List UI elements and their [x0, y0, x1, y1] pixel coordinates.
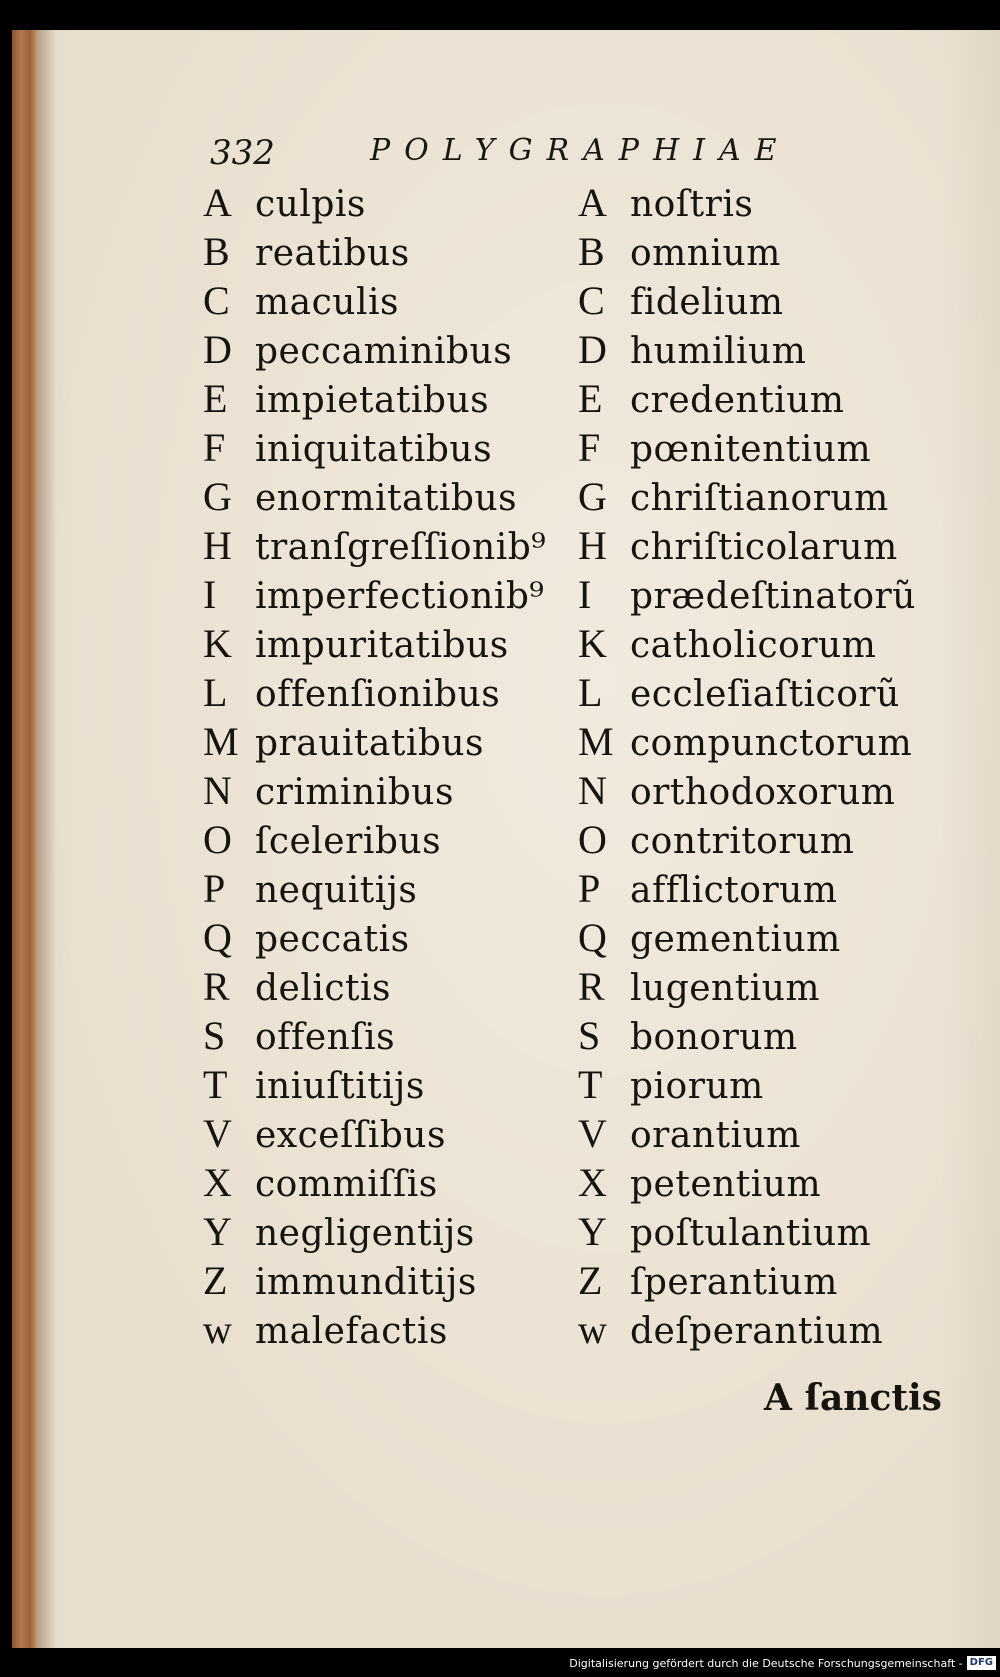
- right-column-entry: [578, 668, 916, 717]
- left-column-entry: [203, 962, 546, 1011]
- entry-letter: D: [578, 327, 607, 372]
- entry-letter: w: [203, 1307, 232, 1352]
- entry-letter: E: [203, 376, 228, 421]
- entry-word: ſperantium: [630, 1262, 838, 1303]
- entry-letter: A: [203, 180, 232, 225]
- entry-letter: X: [203, 1160, 232, 1205]
- left-column-entry: [203, 1256, 546, 1305]
- entry-letter: P: [578, 866, 601, 911]
- entry-word: credentium: [630, 380, 845, 421]
- entry-word: malefactis: [255, 1311, 448, 1352]
- left-column-entry: [203, 766, 546, 815]
- right-column-entry: [578, 766, 916, 815]
- right-column-entry: [578, 325, 916, 374]
- right-column-entry: [578, 619, 916, 668]
- entry-word: commiſſis: [255, 1164, 438, 1205]
- entry-letter: O: [578, 817, 607, 862]
- entry-letter: D: [203, 327, 232, 372]
- left-column-entry: [203, 1060, 546, 1109]
- entry-letter: Z: [578, 1258, 603, 1303]
- entry-letter: A: [578, 180, 607, 225]
- entry-letter: Z: [203, 1258, 228, 1303]
- entry-letter: Q: [578, 915, 607, 960]
- entry-word: orthodoxorum: [630, 772, 896, 813]
- left-column-entry: [203, 1207, 546, 1256]
- right-column-entry: [578, 276, 916, 325]
- entry-letter: B: [578, 229, 605, 274]
- entry-letter: Q: [203, 915, 232, 960]
- entry-word: enormitatibus: [255, 478, 518, 519]
- entry-word: noſtris: [630, 184, 754, 225]
- entry-word: omnium: [630, 233, 781, 274]
- entry-letter: Y: [203, 1209, 232, 1254]
- left-column-entry: [203, 864, 546, 913]
- entry-word: imperfectionib⁹: [255, 576, 545, 617]
- right-column-entry: [578, 374, 916, 423]
- running-head: POLYGRAPHIAE: [370, 133, 791, 168]
- entry-word: gementium: [630, 919, 841, 960]
- entry-letter: N: [203, 768, 232, 813]
- entry-letter: C: [203, 278, 230, 323]
- entry-word: impietatibus: [255, 380, 490, 421]
- right-column-entry: [578, 962, 916, 1011]
- right-column-entry: [578, 815, 916, 864]
- entry-letter: C: [578, 278, 605, 323]
- right-column-entry: [578, 1158, 916, 1207]
- book-binding-edge: [12, 30, 38, 1648]
- entry-word: iniuſtitijs: [255, 1066, 425, 1107]
- dfg-logo: DFG: [967, 1656, 996, 1670]
- entry-word: ſceleribus: [255, 821, 442, 862]
- entry-word: catholicorum: [630, 625, 877, 666]
- entry-word: bonorum: [630, 1017, 798, 1058]
- entry-letter: w: [578, 1307, 607, 1352]
- left-column-entry: [203, 178, 546, 227]
- entry-letter: V: [203, 1111, 232, 1156]
- entry-letter: H: [203, 523, 232, 568]
- right-column-entry: [578, 472, 916, 521]
- left-column-entry: [203, 1158, 546, 1207]
- right-column-entry: [578, 1207, 916, 1256]
- left-column-entry: [203, 1109, 546, 1158]
- entry-letter: I: [203, 572, 217, 617]
- right-column-entry: [578, 864, 916, 913]
- entry-word: peccatis: [255, 919, 410, 960]
- right-column-entry: [578, 178, 916, 227]
- entry-word: nequitijs: [255, 870, 418, 911]
- entry-letter: M: [203, 719, 239, 764]
- entry-letter: T: [203, 1062, 228, 1107]
- entry-letter: T: [578, 1062, 603, 1107]
- left-column-entry: [203, 815, 546, 864]
- entry-letter: B: [203, 229, 230, 274]
- catchword: A ſanctis: [764, 1377, 942, 1419]
- entry-word: exceſſibus: [255, 1115, 446, 1156]
- gutter-shadow: [38, 30, 56, 1648]
- right-column-entry: [578, 1060, 916, 1109]
- entry-word: offenſis: [255, 1017, 396, 1058]
- entry-word: prædeſtinatorũ: [630, 576, 916, 617]
- left-column-entry: [203, 1305, 546, 1354]
- entry-word: compunctorum: [630, 723, 913, 764]
- digitization-credit: [569, 1651, 996, 1675]
- entry-word: lugentium: [630, 968, 821, 1009]
- entry-letter: R: [578, 964, 605, 1009]
- left-column-entry: [203, 374, 546, 423]
- entry-letter: P: [203, 866, 226, 911]
- entry-word: humilium: [630, 331, 807, 372]
- right-column-entry: [578, 227, 916, 276]
- left-column: [203, 178, 546, 1354]
- entry-letter: S: [203, 1013, 226, 1058]
- entry-word: eccleſiaſticorũ: [630, 674, 900, 715]
- entry-letter: S: [578, 1013, 601, 1058]
- left-column-entry: [203, 619, 546, 668]
- entry-word: tranſgreſſionib⁹: [255, 527, 547, 568]
- entry-letter: F: [203, 425, 226, 470]
- right-column-entry: [578, 717, 916, 766]
- entry-word: petentium: [630, 1164, 822, 1205]
- entry-word: piorum: [630, 1066, 764, 1107]
- entry-letter: R: [203, 964, 230, 1009]
- entry-letter: G: [578, 474, 607, 519]
- left-column-entry: [203, 472, 546, 521]
- entry-word: peccaminibus: [255, 331, 513, 372]
- right-column-entry: [578, 423, 916, 472]
- entry-word: reatibus: [255, 233, 410, 274]
- entry-word: poſtulantium: [630, 1213, 872, 1254]
- left-column-entry: [203, 521, 546, 570]
- left-column-entry: [203, 227, 546, 276]
- entry-word: pœnitentium: [630, 429, 872, 470]
- right-column-entry: [578, 1011, 916, 1060]
- entry-letter: N: [578, 768, 607, 813]
- entry-letter: F: [578, 425, 601, 470]
- entry-word: afflictorum: [630, 870, 838, 911]
- entry-letter: L: [203, 670, 228, 715]
- entry-word: delictis: [255, 968, 391, 1009]
- credit-text: Digitalisierung gefördert durch die Deutsche Forschungsgemeinschaft -: [569, 1656, 963, 1670]
- right-column-entry: [578, 570, 916, 619]
- right-column-entry: [578, 1109, 916, 1158]
- entry-word: contritorum: [630, 821, 855, 862]
- entry-letter: X: [578, 1160, 607, 1205]
- entry-letter: M: [578, 719, 614, 764]
- entry-word: orantium: [630, 1115, 801, 1156]
- entry-letter: Y: [578, 1209, 607, 1254]
- right-column-entry: [578, 521, 916, 570]
- entry-letter: H: [578, 523, 607, 568]
- entry-letter: K: [578, 621, 607, 666]
- entry-word: iniquitatibus: [255, 429, 493, 470]
- left-column-entry: [203, 913, 546, 962]
- entry-word: chriſticolarum: [630, 527, 898, 568]
- left-column-entry: [203, 717, 546, 766]
- entry-letter: I: [578, 572, 592, 617]
- entry-word: chriſtianorum: [630, 478, 889, 519]
- entry-letter: L: [578, 670, 603, 715]
- left-column-entry: [203, 423, 546, 472]
- entry-letter: K: [203, 621, 232, 666]
- entry-word: prauitatibus: [255, 723, 485, 764]
- entry-letter: O: [203, 817, 232, 862]
- entry-word: culpis: [255, 184, 366, 225]
- entry-word: deſperantium: [630, 1311, 884, 1352]
- entry-word: criminibus: [255, 772, 454, 813]
- entry-letter: G: [203, 474, 232, 519]
- page-number: 332: [210, 133, 275, 173]
- right-column-entry: [578, 913, 916, 962]
- right-column-entry: [578, 1305, 916, 1354]
- entry-word: negligentijs: [255, 1213, 475, 1254]
- entry-letter: E: [578, 376, 603, 421]
- right-column: [578, 178, 916, 1354]
- left-column-entry: [203, 1011, 546, 1060]
- left-column-entry: [203, 668, 546, 717]
- left-column-entry: [203, 276, 546, 325]
- entry-word: immunditijs: [255, 1262, 477, 1303]
- entry-word: maculis: [255, 282, 399, 323]
- entry-word: offenſionibus: [255, 674, 501, 715]
- left-column-entry: [203, 570, 546, 619]
- left-column-entry: [203, 325, 546, 374]
- entry-letter: V: [578, 1111, 607, 1156]
- right-column-entry: [578, 1256, 916, 1305]
- entry-word: fidelium: [630, 282, 784, 323]
- entry-word: impuritatibus: [255, 625, 509, 666]
